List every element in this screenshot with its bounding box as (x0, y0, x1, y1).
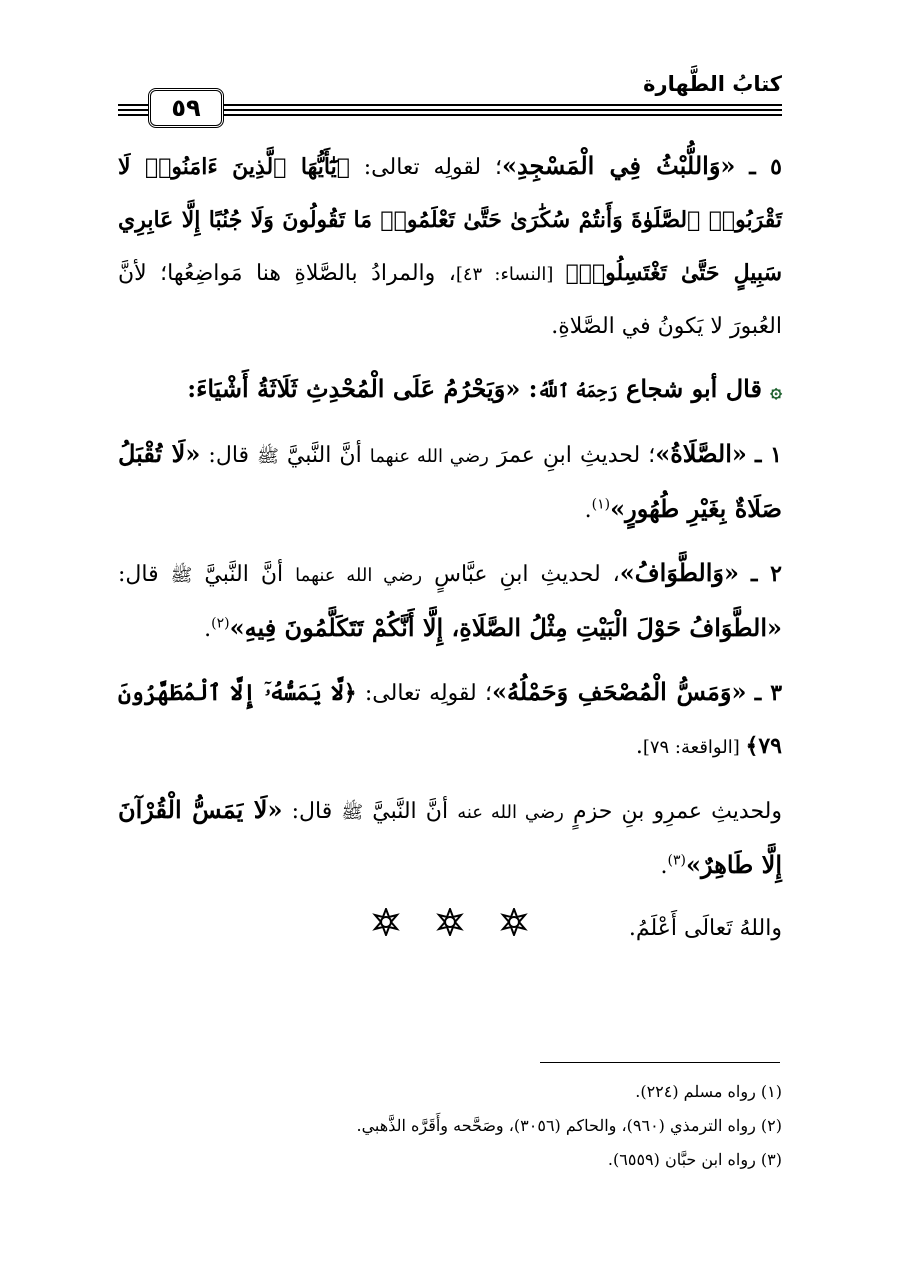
verse-reference: [النساء: ٤٣] (455, 264, 566, 285)
text: . (660, 854, 668, 879)
hadith-text: «لَا يَمَسُّ الْقُرْآنَ إِلَّا طَاهِرٌ» (118, 795, 782, 879)
section-divider (0, 908, 900, 936)
matn-term: «الصَّلَاةُ» (655, 439, 747, 468)
page-number: ٥٩ (148, 88, 224, 128)
flower-ornament-icon (372, 908, 400, 936)
text: أنَّ النَّبيَّ (192, 562, 296, 587)
flower-ornament-icon (500, 908, 528, 936)
honorific: ﷺ (341, 802, 364, 823)
item-number: ٥ ـ (749, 154, 782, 180)
section-mark-icon: ۞ (770, 378, 782, 402)
text: ؛ لقولِه تعالى: (349, 155, 502, 180)
matn-term: «وَاللُّبْثُ فِي الْمَسْجِدِ» (501, 151, 736, 180)
quran-verse: ﴿لَّا يَمَسُّهُۥٓ إِلَّا ٱلْمُطَهَّرُونَ ٧٩﴾ (118, 680, 782, 759)
text: قال: (282, 799, 342, 824)
paragraph-2 (118, 547, 782, 656)
footnotes (118, 1075, 782, 1177)
paragraph-4 (118, 784, 782, 893)
text: . (635, 734, 643, 759)
flower-ornament-icon (436, 908, 464, 936)
main-text (118, 140, 782, 955)
hadith-text: «الطَّوَافُ حَوْلَ الْبَيْتِ مِثْلُ الصَّلَاةِ، إِلَّا أَنَّكُمْ تَتَكَلَّمُونَ فِيهِ» (229, 613, 782, 642)
text: أنَّ النَّبيَّ (363, 799, 458, 824)
honorific: ﷺ (170, 565, 193, 586)
matn-text: : «وَيَحْرُمُ عَلَى الْمُحْدِثِ ثَلَاثَةُ أَشْيَاءَ: (187, 374, 538, 403)
item-number: ٢ ـ (751, 561, 782, 587)
quran-verse: ﴿يَٰٓأَيُّهَا ٱلَّذِينَ ءَامَنُوا۟ لَا تَقْرَبُوا۟ ٱلصَّلَوٰةَ وَأَنتُمْ سُكَٰرَىٰ حَتَّىٰ تَعْلَمُوا۟ مَا تَقُولُونَ وَلَا جُنُبًا إِلَّا عَابِرِي سَبِيلٍ حَتَّىٰ تَغْتَسِلُوا۟﴾ (118, 154, 783, 286)
verse-reference: [الواقعة: ٧٩] (642, 737, 746, 758)
text: أنَّ النَّبيَّ (278, 443, 370, 468)
item-number: ٣ ـ (754, 680, 783, 706)
matn-term: «وَمَسُّ الْمُصْحَفِ وَحَمْلُهُ» (492, 677, 747, 706)
paragraph-1 (118, 428, 782, 537)
text: ولحديثِ عمرِو بنِ حزمٍ (563, 799, 782, 824)
text: ، لحديثِ ابنِ عبَّاسٍ (422, 562, 620, 587)
text: ؛ لحديثِ ابنِ عمرَ (488, 443, 656, 468)
footnote: (١) رواه مسلم (٢٢٤). (635, 1082, 782, 1101)
text: قال: (118, 562, 171, 587)
text: . (204, 617, 212, 642)
author-name: قال أبو شجاع (617, 374, 771, 403)
honorific: رضي الله عنه (457, 802, 564, 823)
honorific: ﷺ (257, 446, 279, 467)
honorific: رَحِمَهُ ٱللَّهُ (537, 381, 618, 402)
footnote-marker: (١) (591, 496, 611, 513)
book-title: كتابُ الطَّهارة (643, 72, 782, 96)
text: قال: (200, 443, 258, 468)
honorific: رضي الله عنهما (295, 565, 423, 586)
paragraph-3 (118, 666, 782, 774)
footnote-marker: (٢) (211, 615, 230, 632)
footnote: (٢) رواه الترمذي (٩٦٠)، والحاكم (٣٠٥٦)، وصَحَّحه وأَقَرَّه الذَّهبي. (356, 1116, 782, 1135)
footnote-divider (540, 1062, 780, 1063)
hadith-text: «لَا تُقْبَلُ صَلَاةٌ بِغَيْرِ طُهُورٍ» (118, 439, 782, 523)
footnote: (٣) رواه ابن حبَّان (٦٥٥٩). (607, 1150, 782, 1169)
matn-term: «وَالطَّوَافُ» (619, 558, 739, 587)
text: ، والمرادُ بالصَّلاةِ هنا مَواضِعُها؛ لأنَّ العُبورَ لا يَكونُ في الصَّلاةِ. (118, 261, 782, 339)
text: . (584, 498, 592, 523)
footnote-marker: (٣) (667, 852, 686, 869)
closing-line: واللهُ تَعالَى أَعْلَمُ. (628, 916, 782, 941)
honorific: رضي الله عنهما (369, 446, 489, 467)
matn-heading (118, 363, 782, 418)
paragraph-5 (118, 140, 782, 353)
item-number: ١ ـ (754, 442, 782, 468)
text: ؛ لقولِه تعالى: (356, 681, 493, 706)
